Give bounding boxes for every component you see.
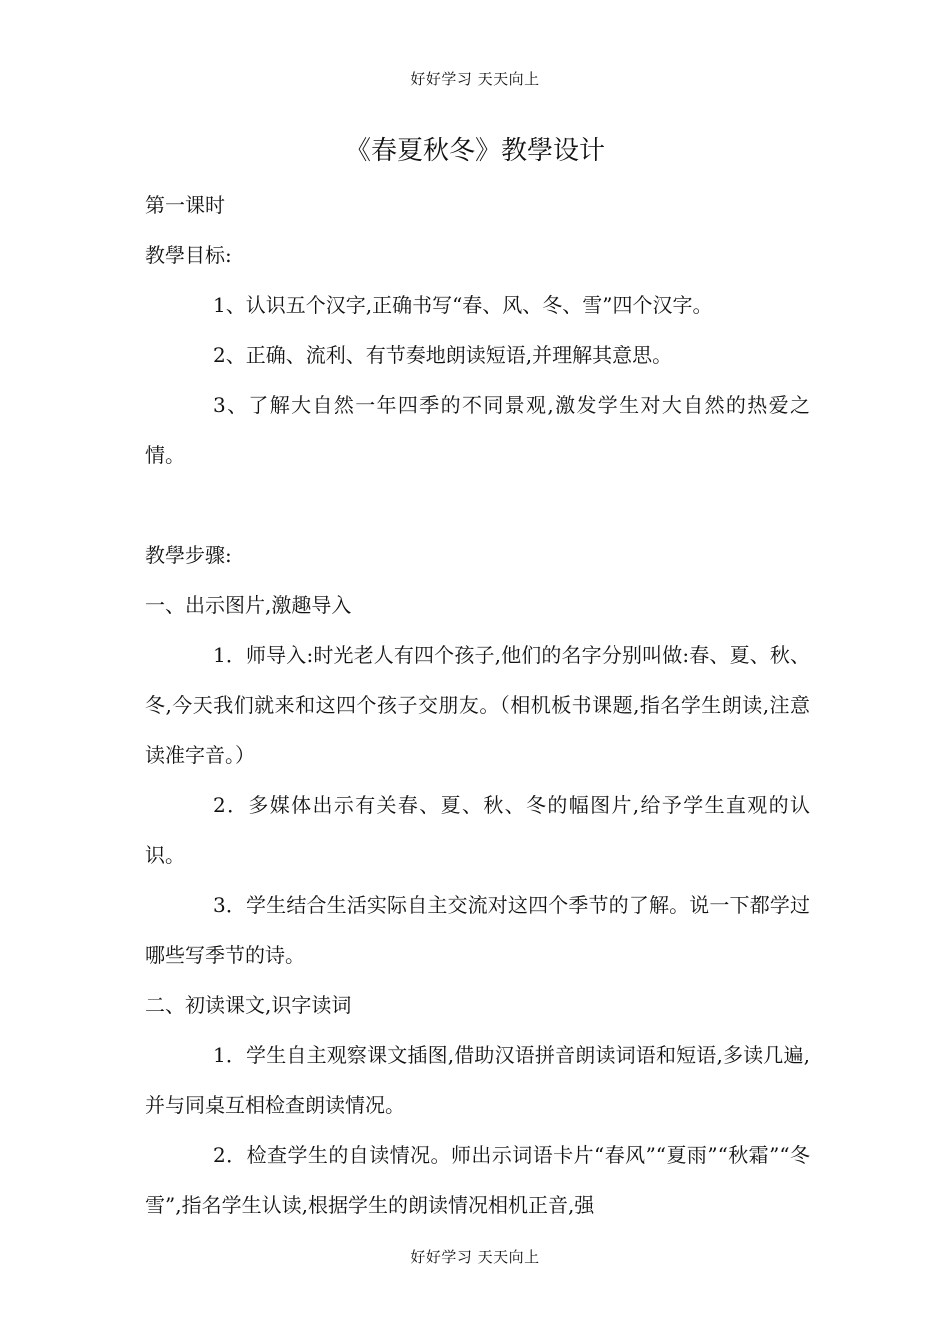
steps-heading: 教學步骤: [145,543,232,567]
page-header: 好好学习 天天向上 [410,70,540,88]
section2-item-2: 2．检查学生的自读情况。师出示词语卡片“春风”“夏雨”“秋霜”“冬雪”,指名学生认读,根据学生的朗读情况相机正音,强 [145,1143,810,1217]
section1-item-2: 2．多媒体出示有关春、夏、秋、冬的幅图片,给予学生直观的认识。 [145,793,810,867]
goal-item-3: 3、了解大自然一年四季的不同景观,激发学生对大自然的热爱之情。 [145,393,810,467]
goals-heading: 教學目标: [145,243,232,267]
document-title: 《春夏秋冬》教學设计 [344,136,605,166]
section1-item-3: 3．学生结合生活实际自主交流对这四个季节的了解。说一下都学过哪些写季节的诗。 [145,893,810,967]
document-body [145,180,810,1230]
section1-heading: 一、出示图片,激趣导入 [145,593,352,617]
page-footer: 好好学习 天天向上 [410,1248,540,1266]
section1-item-1: 1．师导入:时光老人有四个孩子,他们的名字分别叫做:春、夏、秋、冬,今天我们就来和这四个孩子交朋友。（相机板书课题,指名学生朗读,注意读准字音。） [145,643,810,767]
goal-item-1: 1、认识五个汉字,正确书写“春、风、冬、雪”四个汉字。 [213,293,713,317]
section2-item-1: 1．学生自主观察课文插图,借助汉语拼音朗读词语和短语,多读几遍,并与同桌互相检查朗读情况。 [145,1043,810,1117]
lesson-label: 第一课时 [145,193,225,217]
section2-heading: 二、初读课文,识字读词 [145,993,352,1017]
goal-item-2: 2、正确、流利、有节奏地朗读短语,并理解其意思。 [213,343,673,367]
paragraph-gap [145,480,810,530]
